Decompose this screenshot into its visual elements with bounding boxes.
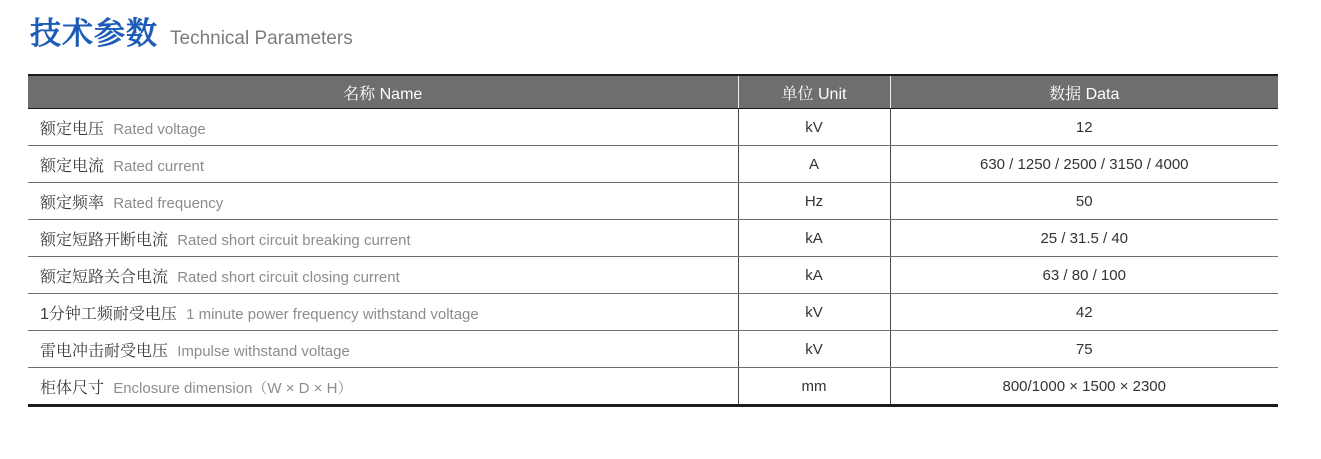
page-title-zh: 技术参数 [30, 16, 158, 51]
parameter-name-cell [28, 109, 738, 146]
parameter-name-en: Rated short circuit breaking current [177, 231, 411, 249]
parameter-unit-cell: A [738, 146, 890, 183]
parameter-name-cell [28, 294, 738, 331]
parameter-name-zh: 额定短路关合电流 [40, 268, 169, 286]
parameter-name-en: Impulse withstand voltage [177, 342, 350, 360]
table-row [28, 220, 1278, 257]
parameter-data-cell: 25 / 31.5 / 40 [890, 220, 1278, 257]
parameter-unit-cell: kA [738, 220, 890, 257]
parameter-unit-cell: kV [738, 331, 890, 368]
parameter-unit-cell: Hz [738, 183, 890, 220]
parameter-name-en: Rated voltage [113, 120, 206, 138]
parameter-unit-cell: kV [738, 294, 890, 331]
page-title [30, 18, 1278, 60]
parameter-name-zh: 额定短路开断电流 [40, 231, 169, 249]
table-header [28, 75, 1278, 109]
table-row [28, 146, 1278, 183]
technical-parameters-table [28, 74, 1278, 407]
table-row [28, 331, 1278, 368]
parameter-data-cell: 75 [890, 331, 1278, 368]
parameter-data-cell: 12 [890, 109, 1278, 146]
parameter-name-zh: 雷电冲击耐受电压 [40, 342, 169, 360]
parameter-data-cell: 630 / 1250 / 2500 / 3150 / 4000 [890, 146, 1278, 183]
parameter-name-en: Rated current [113, 157, 205, 175]
parameter-data-cell: 50 [890, 183, 1278, 220]
table-row [28, 294, 1278, 331]
column-header-name: 名称 Name [28, 75, 738, 109]
parameter-name-en: 1 minute power frequency withstand voltage [186, 305, 479, 323]
column-header-data: 数据 Data [890, 75, 1278, 109]
parameter-name-cell [28, 368, 738, 406]
table-row [28, 368, 1278, 406]
table-row [28, 257, 1278, 294]
parameter-data-cell: 42 [890, 294, 1278, 331]
parameter-name-zh: 额定电流 [40, 157, 105, 175]
parameter-name-zh: 额定频率 [40, 194, 105, 212]
parameter-name-cell [28, 146, 738, 183]
parameter-name-en: Rated short circuit closing current [177, 268, 400, 286]
parameter-name-cell [28, 257, 738, 294]
parameter-data-cell: 800/1000 × 1500 × 2300 [890, 368, 1278, 406]
table-row [28, 183, 1278, 220]
parameter-name-cell [28, 331, 738, 368]
parameter-name-cell [28, 183, 738, 220]
parameter-name-en: Rated frequency [113, 194, 224, 212]
parameter-name-zh: 柜体尺寸 [40, 379, 105, 397]
parameter-name-en: Enclosure dimension（W × D × H） [113, 379, 353, 397]
parameter-name-zh: 1分钟工频耐受电压 [40, 305, 177, 323]
parameter-unit-cell: kV [738, 109, 890, 146]
parameter-data-cell: 63 / 80 / 100 [890, 257, 1278, 294]
parameter-unit-cell: mm [738, 368, 890, 406]
parameter-name-zh: 额定电压 [40, 120, 105, 138]
table-row [28, 109, 1278, 146]
parameter-unit-cell: kA [738, 257, 890, 294]
column-header-unit: 单位 Unit [738, 75, 890, 109]
page-title-en: Technical Parameters [170, 28, 353, 49]
table-body [28, 109, 1278, 406]
parameter-name-cell [28, 220, 738, 257]
